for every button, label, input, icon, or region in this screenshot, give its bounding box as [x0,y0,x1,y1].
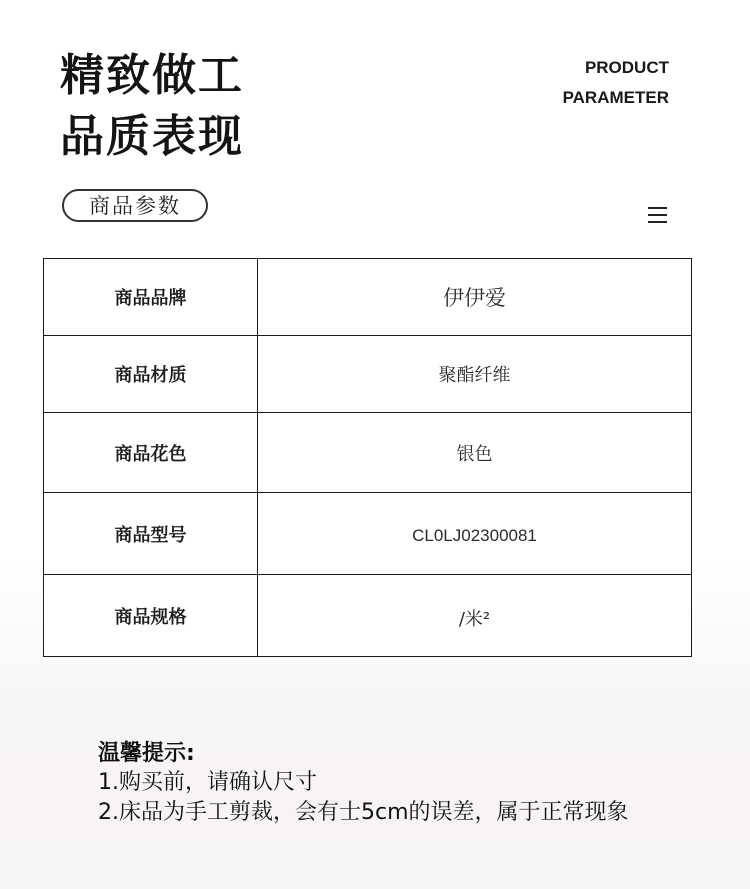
english-heading-line-2: PARAMETER [562,88,669,107]
tips-line-1: 1.购买前，请确认尺寸 [98,770,317,795]
menu-icon-bar [648,221,667,223]
param-value-spec: /米² [258,575,692,657]
param-label-spec: 商品规格 [44,575,258,657]
param-label-color: 商品花色 [44,413,258,493]
table-row [44,336,692,413]
menu-icon[interactable] [648,207,667,223]
param-label-brand: 商品品牌 [44,259,258,336]
menu-icon-bar [648,214,667,216]
param-value-color: 银色 [258,413,692,493]
table-row [44,413,692,493]
title-line-1: 精致做工 [60,50,244,101]
param-value-model: CL0LJ02300081 [258,493,692,575]
param-label-model: 商品型号 [44,493,258,575]
table-row [44,259,692,336]
menu-icon-bar [648,207,667,209]
table-row [44,575,692,657]
tips-section [98,740,629,828]
param-label-material: 商品材质 [44,336,258,413]
param-value-brand: 伊伊爱 [258,259,692,336]
title-line-2: 品质表现 [60,111,244,162]
table-row [44,493,692,575]
english-heading-line-1: PRODUCT [584,58,669,77]
param-value-material: 聚酯纤维 [258,336,692,413]
product-params-tab[interactable]: 商品参数 [62,189,208,222]
tips-line-2: 2.床品为手工剪裁，会有士5cm的误差，属于正常现象 [98,800,629,825]
product-params-table [43,258,692,657]
tips-title: 温馨提示: [98,741,195,766]
